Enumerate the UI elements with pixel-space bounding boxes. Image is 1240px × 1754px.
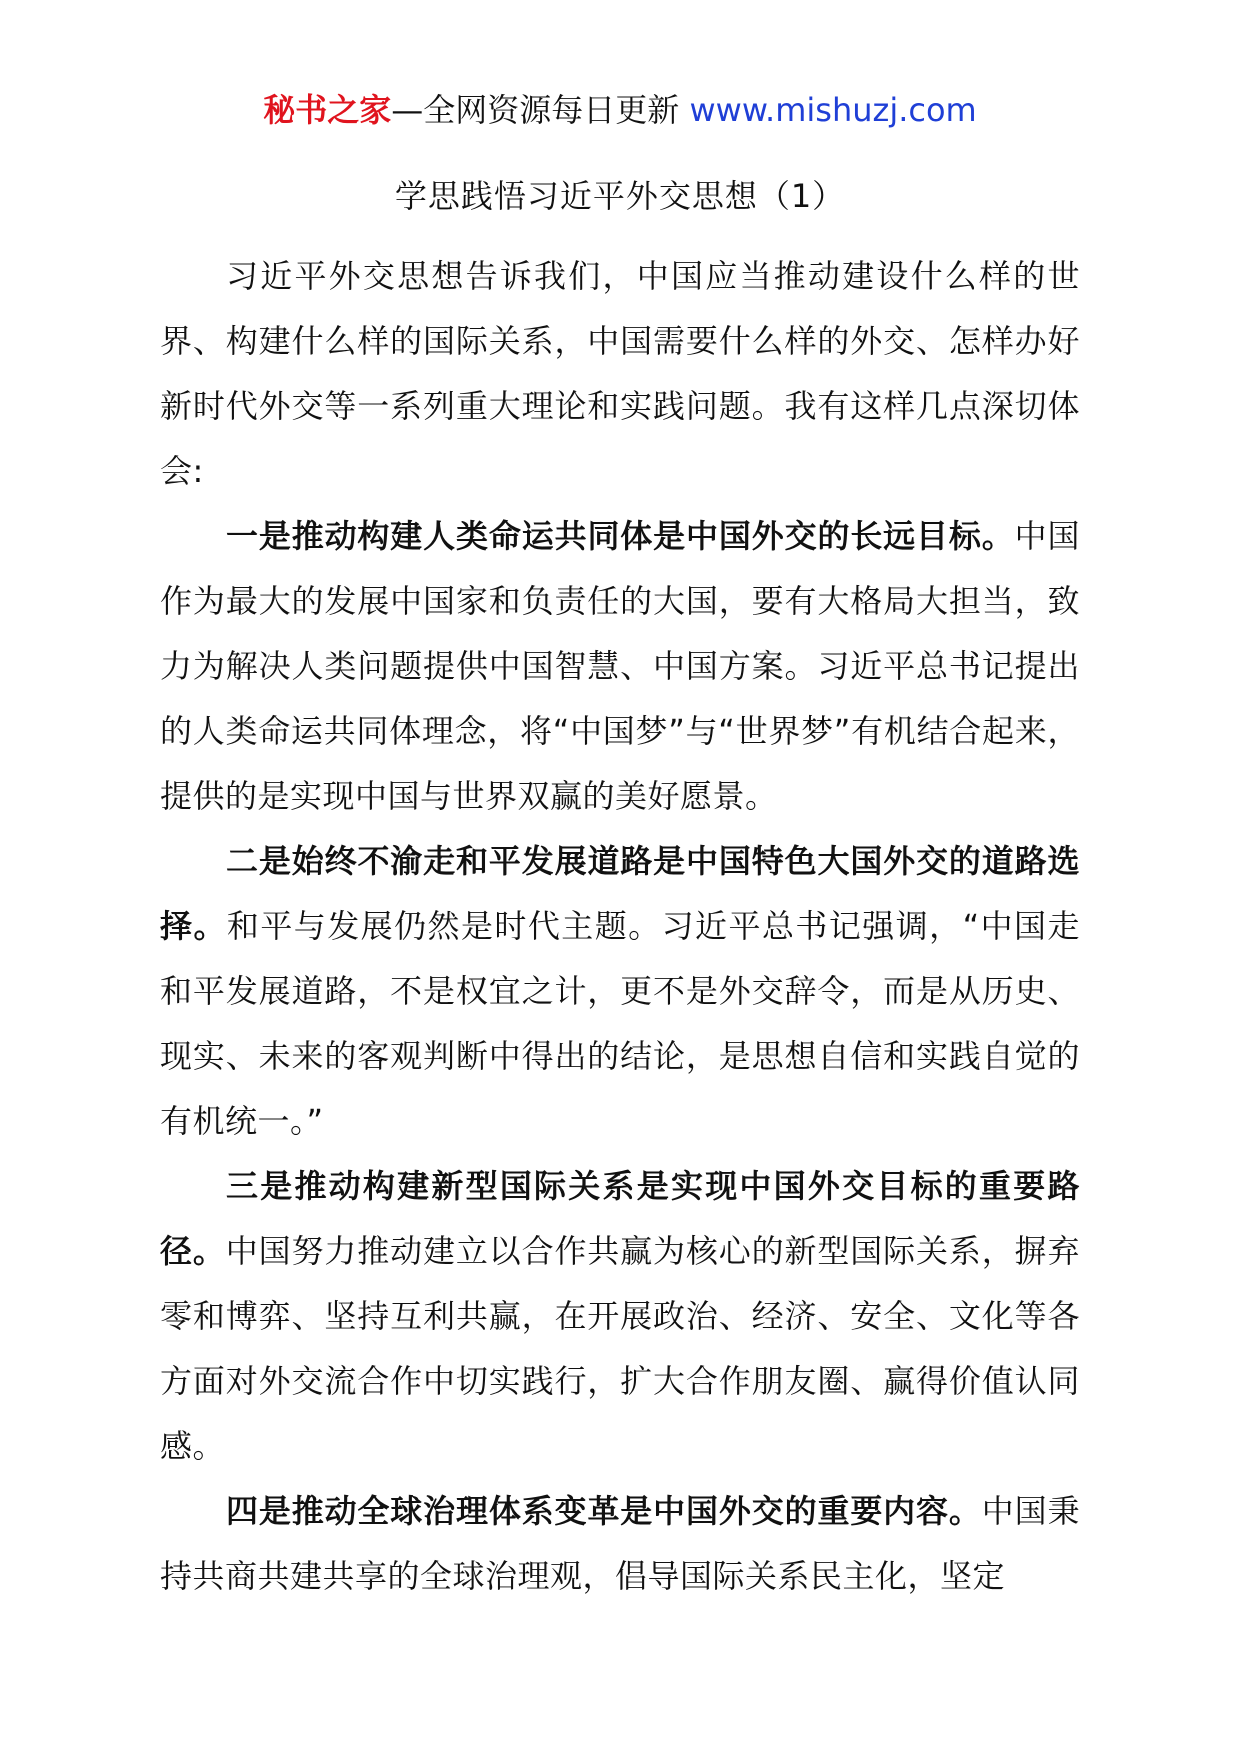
document-body	[160, 244, 1080, 1609]
intro-paragraph: 习近平外交思想告诉我们，中国应当推动建设什么样的世界、构建什么样的国际关系，中国需要什么样的外交、怎样办好新时代外交等一系列重大理论和实践问题。我有这样几点深切体会:	[160, 257, 1080, 490]
point-text: 中国努力推动建立以合作共赢为核心的新型国际关系，摒弃零和博弈、坚持互利共赢，在开展政治、经济、安全、文化等各方面对外交流合作中切实践行，扩大合作朋友圈、赢得价值认同感。	[160, 1232, 1080, 1465]
point-text: 和平与发展仍然是时代主题。习近平总书记强调，“中国走和平发展道路，不是权宜之计，更不是外交辞令，而是从历史、现实、未来的客观判断中得出的结论，是思想自信和实践自觉的有机统一。”	[160, 907, 1080, 1140]
point-paragraph-4	[160, 1479, 1080, 1609]
point-lead: 一是推动构建人类命运共同体是中国外交的长远目标。	[226, 517, 1015, 555]
point-paragraph-1	[160, 504, 1080, 829]
brand-name: 秘书之家	[263, 91, 392, 129]
point-text: 中国作为最大的发展中国家和负责任的大国，要有大格局大担当，致力为解决人类问题提供中国智慧、中国方案。习近平总书记提出的人类命运共同体理念，将“中国梦”与“世界梦”有机结合起来，提供的是实现中国与世界双赢的美好愿景。	[160, 517, 1080, 815]
point-lead: 二是始终不渝走和平发展道路是中国特色大国外交的道路选择。	[160, 842, 1080, 945]
header-tagline: —全网资源每日更新	[391, 91, 690, 129]
point-paragraph-2	[160, 829, 1080, 1154]
point-text: 中国秉持共商共建共享的全球治理观，倡导国际关系民主化，坚定	[160, 1492, 1080, 1595]
site-header	[0, 86, 1240, 134]
point-paragraph-3	[160, 1154, 1080, 1479]
point-lead: 四是推动全球治理体系变革是中国外交的重要内容。	[226, 1492, 982, 1530]
point-lead: 三是推动构建新型国际关系是实现中国外交目标的重要路径。	[160, 1167, 1080, 1270]
document-title: 学思践悟习近平外交思想（1）	[394, 177, 846, 215]
site-url-link[interactable]: www.mishuzj.com	[689, 91, 977, 129]
